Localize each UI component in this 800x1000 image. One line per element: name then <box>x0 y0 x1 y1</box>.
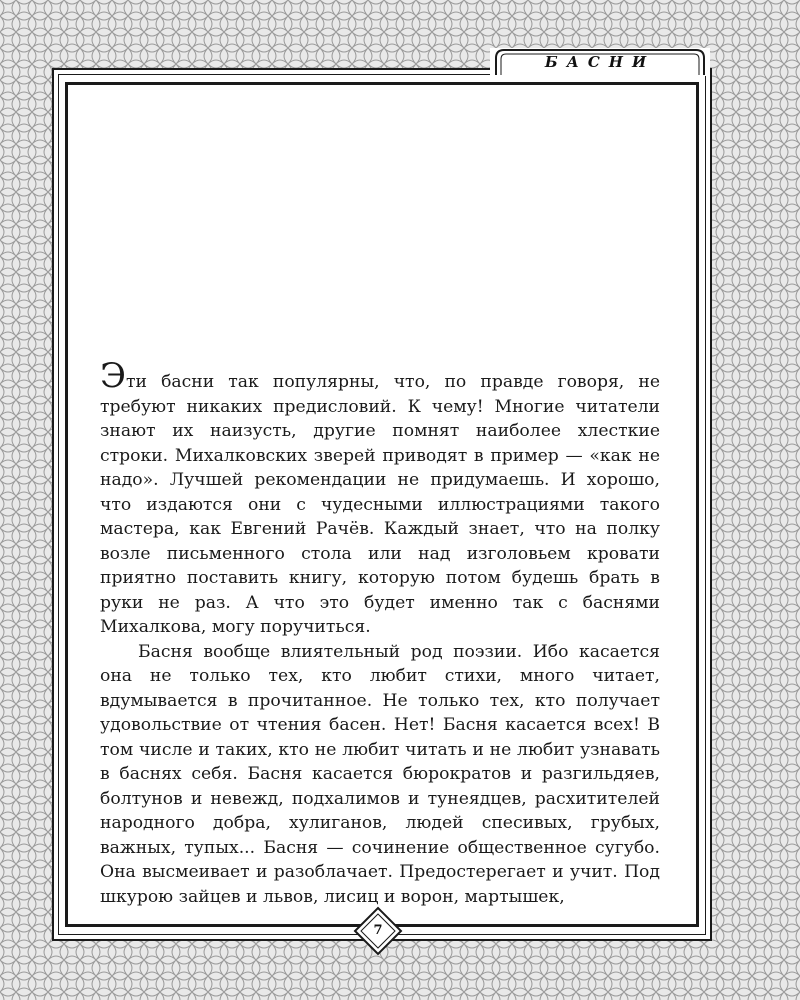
section-tab <box>490 48 710 76</box>
paragraph-1 <box>100 356 660 640</box>
page-number-badge <box>353 906 403 956</box>
paragraph-1-text: ти басни так популярны, что, по правде говоря, не требуют никаких предисловий. К чему! Многие читатели знают их наизусть, другие помнят наиболее хлесткие строки. Михалковских зверей приводят в пример — «как не надо». Лучшей рекомендации не придумаешь. И хорошо, что издаются они с чудесными иллюстрациями такого мастера, как Евгений Рачёв. Каждый знает, что на полку возле письменного стола или над изголовьем кровати приятно поставить книгу, которую потом будешь брать в руки не раз. А что это будет именно так с баснями Михалкова, могу поручиться. <box>100 372 660 637</box>
drop-cap-letter: Э <box>100 356 127 396</box>
section-title: БАСНИ <box>544 53 656 71</box>
article-body <box>100 356 660 909</box>
paragraph-2: Басня вообще влиятельный род поэзии. Ибо касается она не только тех, кто любит стихи, много читает, вдумывается в прочитанное. Не только тех, кто получает удовольствие от чтения басен. Нет! Басня касается всех! В том числе и таких, кто не любит читать и не любит узнавать в баснях себя. Басня касается бюрократов и разгильдяев, болтунов и невежд, подхалимов и тунеядцев, расхитителей народного добра, хулиганов, людей спесивых, грубых, важных, тупых... Басня — сочинение общественное сугубо. Она высмеивает и разоблачает. Предостерегает и учит. Под шкурою зайцев и львов, лисиц и ворон, мартышек, <box>100 641 660 907</box>
page-number: 7 <box>373 923 383 938</box>
